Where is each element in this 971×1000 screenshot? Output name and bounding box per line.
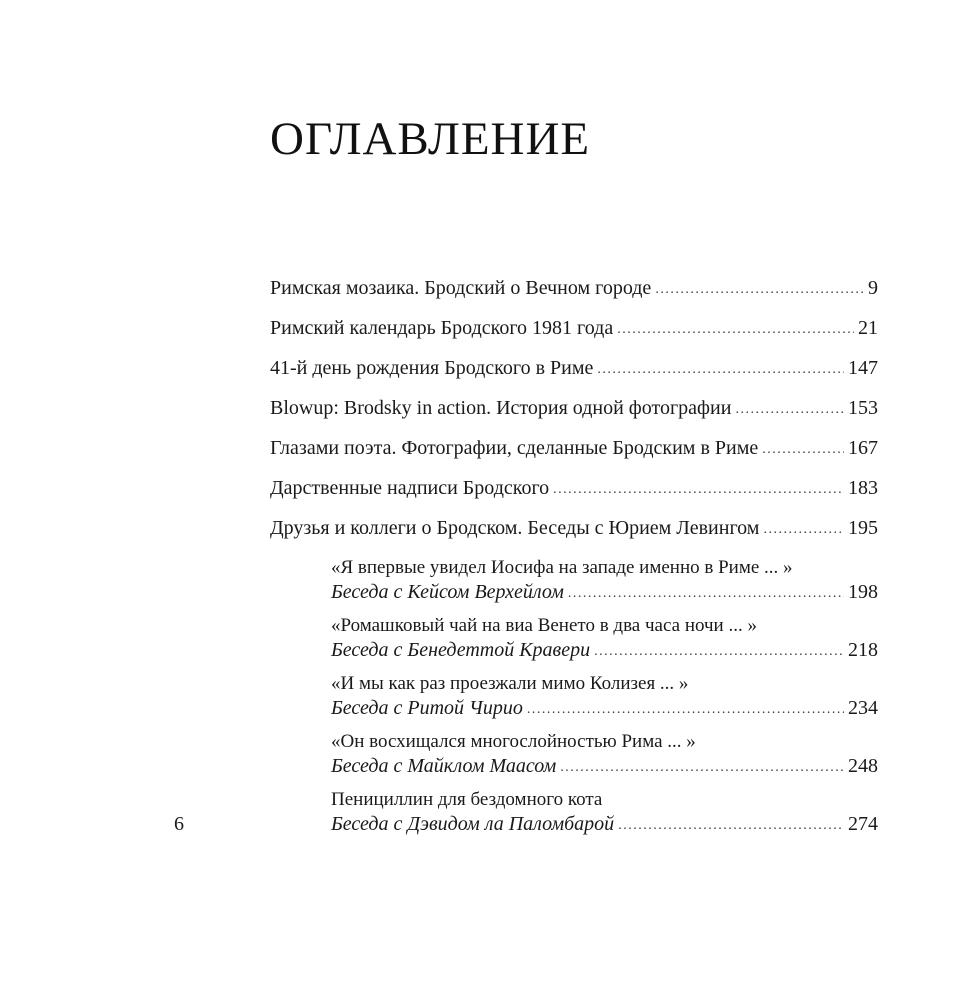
interview-quote: «Он восхищался многослойностью Рима ... » — [331, 731, 696, 752]
interview-entry — [331, 754, 878, 781]
toc-entry-page: 167 — [848, 437, 878, 459]
toc-entry — [270, 476, 878, 503]
dot-leader — [735, 398, 844, 422]
dot-leader — [568, 582, 844, 606]
toc-entry — [270, 276, 878, 303]
interview-subtitle: Беседа с Кейсом Верхейлом — [331, 581, 564, 603]
toc-entry-page: 153 — [848, 397, 878, 419]
toc-entry-page: 9 — [868, 277, 878, 299]
toc-entry — [270, 316, 878, 343]
interview-entry — [331, 696, 878, 723]
interview-subtitle: Беседа с Дэвидом ла Паломбарой — [331, 813, 615, 835]
dot-leader — [597, 358, 844, 382]
interview-entry — [331, 638, 878, 665]
toc-entry-page: 147 — [848, 357, 878, 379]
interview-quote: Пенициллин для бездомного кота — [331, 789, 603, 810]
toc-entry-page: 195 — [848, 517, 878, 539]
toc-entry-label: 41-й день рождения Бродского в Риме — [270, 357, 594, 379]
interview-quote: «Ромашковый чай на виа Венето в два часа ночи ... » — [331, 615, 757, 636]
toc-entry — [270, 436, 878, 463]
interview-entry — [331, 580, 878, 607]
interview-subtitle: Беседа с Майклом Маасом — [331, 755, 557, 777]
interview-quote: «И мы как раз проезжали мимо Колизея ... » — [331, 673, 689, 694]
interview-quote: «Я впервые увидел Иосифа на западе именно в Риме ... » — [331, 557, 793, 578]
interview-subtitle: Беседа с Ритой Чирио — [331, 697, 523, 719]
toc-entry-page: 183 — [848, 477, 878, 499]
interview-page: 274 — [848, 813, 878, 835]
page-title: ОГЛАВЛЕНИЕ — [270, 113, 591, 165]
toc-entry — [270, 396, 878, 423]
dot-leader — [618, 814, 844, 838]
toc-entry-label: Римская мозаика. Бродский о Вечном городе — [270, 277, 652, 299]
page-number: 6 — [174, 813, 184, 835]
interview-entry — [331, 812, 878, 839]
dot-leader — [553, 478, 844, 502]
interview-page: 248 — [848, 755, 878, 777]
dot-leader — [560, 756, 844, 780]
toc-entry-label: Blowup: Brodsky in action. История одной фотографии — [270, 397, 732, 419]
dot-leader — [594, 640, 844, 664]
interview-page: 218 — [848, 639, 878, 661]
dot-leader — [527, 698, 844, 722]
toc-entry — [270, 356, 878, 383]
interview-page: 234 — [848, 697, 878, 719]
toc-entry-label: Дарственные надписи Бродского — [270, 477, 550, 499]
dot-leader — [762, 438, 844, 462]
toc-entry — [270, 516, 878, 543]
toc-entry-label: Глазами поэта. Фотографии, сделанные Бродским в Риме — [270, 437, 759, 459]
toc-entry-label: Римский календарь Бродского 1981 года — [270, 317, 614, 339]
interview-subtitle: Беседа с Бенедеттой Кравери — [331, 639, 591, 661]
interview-page: 198 — [848, 581, 878, 603]
toc-entry-page: 21 — [858, 317, 878, 339]
toc-entry-label: Друзья и коллеги о Бродском. Беседы с Юрием Левингом — [270, 517, 760, 539]
dot-leader — [763, 518, 844, 542]
dot-leader — [655, 278, 864, 302]
dot-leader — [617, 318, 854, 342]
